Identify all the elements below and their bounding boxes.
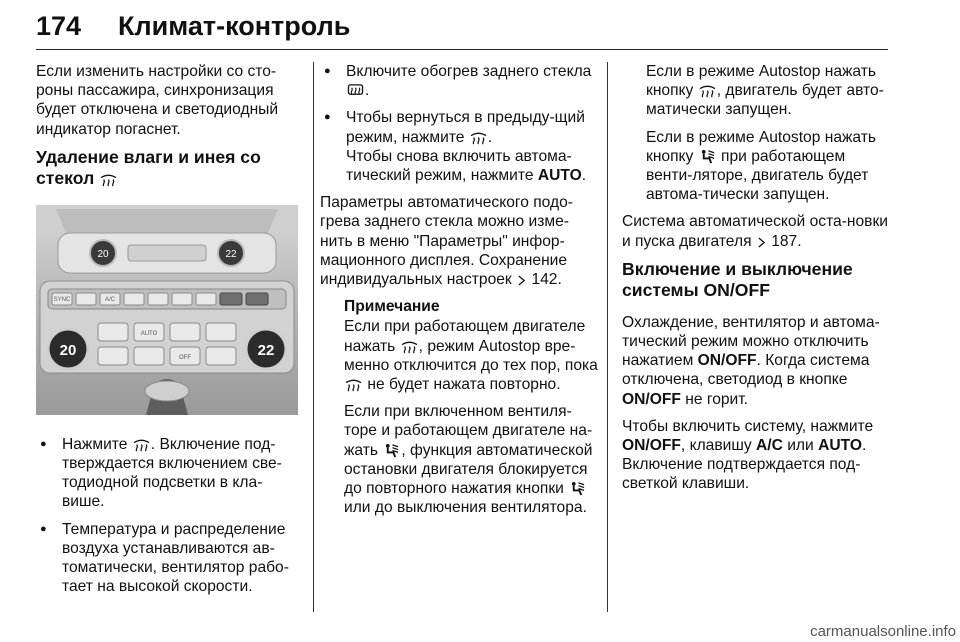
paragraph [622,313,892,409]
paragraph-text: или [787,437,814,455]
paragraph-text: Чтобы включить систему, нажмите [622,417,874,435]
paragraph [320,193,598,289]
note-text: или до выключения вентилятора. [344,499,587,517]
list-text: Включите обогрев заднего стекла [346,63,592,80]
column-2 [320,62,598,525]
note-text: при работающем венти-ляторе, двигатель будет автома-тически запущен. [646,147,869,204]
on-off-key-label: ON/OFF [622,437,681,455]
note-title: Примечание [344,298,440,316]
note-block [320,297,598,517]
list-text: . [581,167,587,185]
panel-sync-label: SYNC [53,296,71,303]
paragraph-text: Включение подтверждается под-светкой клавиши. [622,456,861,493]
note-paragraph [344,402,598,517]
page-reference: 187 [771,232,798,250]
column-divider [607,62,608,612]
page-reference: 142 [531,271,558,289]
note-text: Если в режиме Autostop нажать кнопку [646,63,877,100]
list-item [320,108,598,185]
windshield-defrost-icon [100,172,117,187]
column-3 [622,62,892,498]
on-off-key-label: ON/OFF [697,352,757,370]
list-item [36,435,298,512]
paragraph-text: . [557,271,562,289]
on-off-key-label: ON/OFF [622,390,681,408]
section-heading-text: Удаление влаги и инея со стекол [36,146,261,188]
list-text: Нажмите [62,435,128,453]
note-text: , функция автоматической остановки двигателя блокируется до повторного нажатия кнопки [344,441,593,498]
windshield-defrost-icon [345,377,362,392]
rear-window-heater-icon [347,83,364,98]
panel-illustration [36,205,298,415]
paragraph [622,212,892,250]
column-1 [36,62,298,604]
note-block-continued [622,62,892,204]
windshield-defrost-icon [470,130,487,145]
climate-control-panel-photo [36,205,298,415]
list-text: Чтобы снова включить автома-тический режим, нажмите [346,147,572,185]
header-rule [36,49,888,50]
note-text: Если при включенном вентиля-торе и работающем двигателе на-жать [344,403,593,459]
note-text: не будет нажата повторно. [367,376,561,394]
page-title: Климат-контроль [118,11,351,41]
panel-top-left-temp: 20 [97,248,109,260]
airflow-icon [699,149,716,164]
column-divider [313,62,314,612]
paragraph-text: . Когда система отключена, светодиод в кнопке [622,352,870,389]
windshield-defrost-icon [401,339,418,354]
note-text: Если в режиме Autostop нажать кнопку [646,128,877,165]
paragraph-text: , клавишу [680,437,752,455]
note-paragraph [646,62,892,120]
auto-key-label: AUTO [537,167,582,185]
windshield-defrost-icon [133,437,150,452]
paragraph-text: Охлаждение, вентилятор и автома-тический режим можно отключить нажатием [622,313,880,370]
paragraph: Если изменить настройки со сто-роны пассажира, синхронизация будет отключена и светодиодный индикатор погаснет. [36,63,279,138]
list-text: Чтобы вернуться в предыду-щий режим, нажмите [346,109,585,146]
list-item: ● Температура и распределение воздуха устанавливаются ав-томатически, вентилятор рабо-тает на высокой скорости. [36,520,298,597]
page-header [36,8,888,52]
panel-right-temp: 22 [257,341,275,359]
auto-key-label: AUTO [818,437,862,455]
page-number: 174 [36,11,82,41]
list-text: . [365,82,370,100]
airflow-icon [569,481,586,496]
section-heading: Включение и выключение системы ON/OFF [622,258,853,300]
page-reference-icon [517,274,526,287]
watermark: carmanualsonline.info [810,623,956,640]
panel-top-right-temp: 22 [225,248,237,260]
airflow-icon [383,443,400,458]
panel-left-temp: 20 [59,341,77,359]
paragraph-text: не горит. [685,390,749,408]
paragraph-text: . [861,437,867,455]
paragraph-text: . [797,232,802,250]
page-reference-icon [757,236,766,249]
list-text: . Включение под-тверждается включением све-тодиодной подсветки в кла-више. [62,435,282,511]
ac-key-label: A/C [756,437,783,455]
paragraph-text: Система автоматической оста-новки и пуска двигателя [622,213,888,250]
note-text: , режим Autostop вре-менно отключится до тех пор, пока [344,337,598,374]
note-paragraph [344,317,598,394]
windshield-defrost-icon [699,83,716,98]
paragraph-text: Параметры автоматического подо-грева заднего стекла можно изме-нить в меню "Параметры" инфор-мационного дисплея. Сохранение индивидуальных настроек [320,194,573,289]
paragraph [622,417,892,494]
note-text: Если при работающем двигателе нажать [344,318,586,355]
section-heading [36,147,298,189]
list-item [320,62,598,100]
note-paragraph [646,128,892,205]
note-text: , двигатель будет авто-матически запущен. [646,82,884,119]
panel-ac-label: A/C [104,296,116,303]
panel-off-label: OFF [179,354,191,361]
panel-auto-label: AUTO [140,330,158,337]
bullet-list [36,435,298,597]
bullet-list [320,62,598,185]
list-text: . [487,128,493,146]
